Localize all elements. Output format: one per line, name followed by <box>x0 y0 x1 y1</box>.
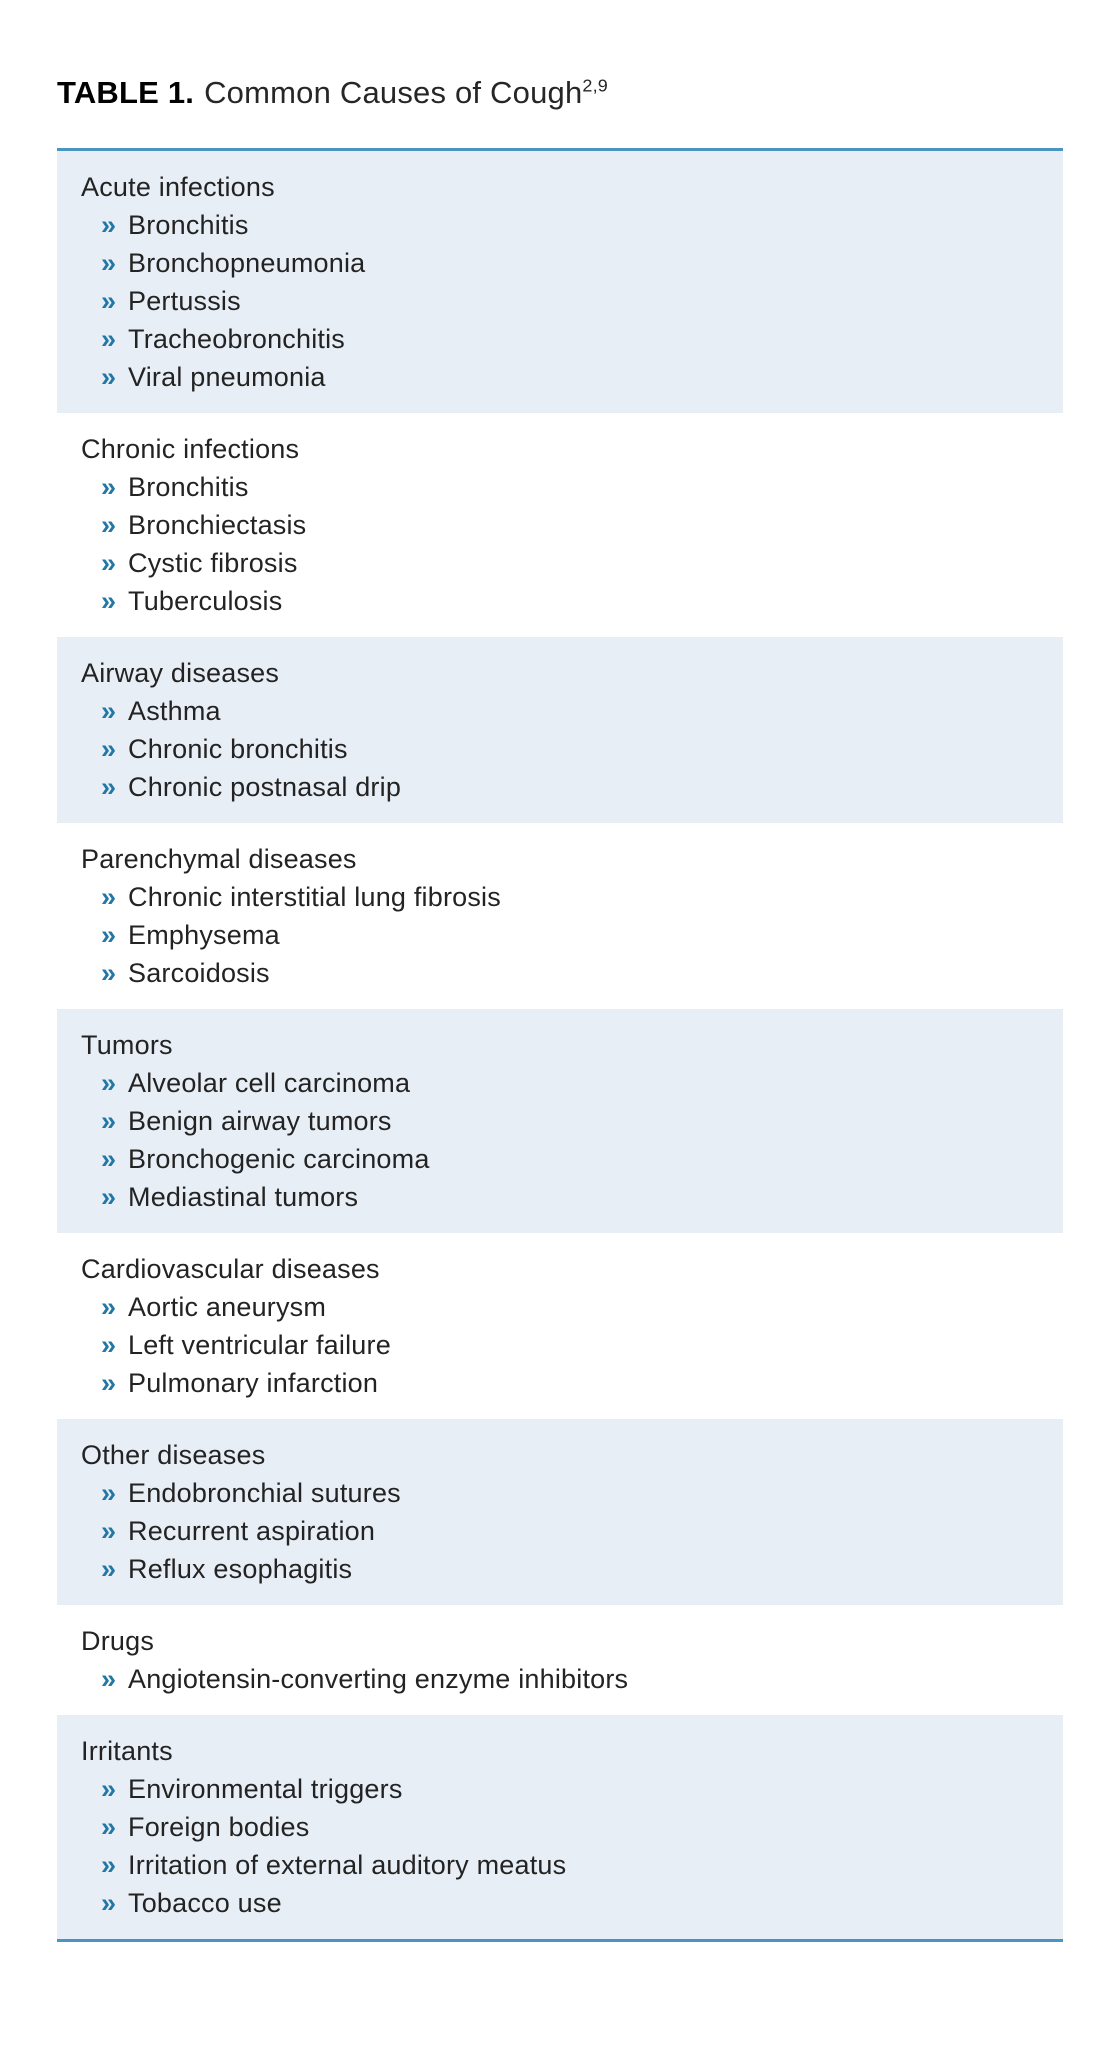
list-item-text: Chronic interstitial lung fibrosis <box>128 882 501 912</box>
section-heading: Drugs <box>81 1626 155 1656</box>
list-item <box>57 1884 1063 1922</box>
chevron-bullet-icon: » <box>101 548 117 578</box>
chevron-bullet-icon: » <box>101 286 117 316</box>
chevron-bullet-icon: » <box>101 696 117 726</box>
list-item-text: Environmental triggers <box>128 1774 403 1804</box>
list-item <box>57 768 1063 806</box>
list-item-text: Benign airway tumors <box>128 1106 392 1136</box>
section-item-list <box>57 1770 1063 1922</box>
section-item-list <box>57 692 1063 806</box>
list-item-text: Emphysema <box>128 920 280 950</box>
list-item-text: Endobronchial sutures <box>128 1478 401 1508</box>
table-section-7 <box>57 1605 1063 1715</box>
chevron-bullet-icon: » <box>101 472 117 502</box>
list-item <box>57 954 1063 992</box>
list-item <box>57 206 1063 244</box>
table-section-8 <box>57 1715 1063 1939</box>
list-item-text: Chronic postnasal drip <box>128 772 402 802</box>
list-item-text: Alveolar cell carcinoma <box>128 1068 411 1098</box>
list-item-text: Aortic aneurysm <box>128 1292 327 1322</box>
list-item <box>57 692 1063 730</box>
section-heading: Chronic infections <box>81 434 300 464</box>
section-heading: Irritants <box>81 1736 173 1766</box>
section-item-list <box>57 468 1063 620</box>
list-item <box>57 1846 1063 1884</box>
list-item <box>57 1064 1063 1102</box>
section-item-list <box>57 206 1063 396</box>
chevron-bullet-icon: » <box>101 772 117 802</box>
list-item <box>57 1364 1063 1402</box>
list-item <box>57 1512 1063 1550</box>
list-item-text: Bronchogenic carcinoma <box>128 1144 430 1174</box>
section-item-list <box>57 1660 1063 1698</box>
list-item <box>57 506 1063 544</box>
chevron-bullet-icon: » <box>101 1292 117 1322</box>
list-item <box>57 582 1063 620</box>
chevron-bullet-icon: » <box>101 1182 117 1212</box>
list-item <box>57 282 1063 320</box>
section-heading: Tumors <box>81 1030 173 1060</box>
chevron-bullet-icon: » <box>101 1478 117 1508</box>
list-item-text: Pulmonary infarction <box>128 1368 379 1398</box>
table-section-1 <box>57 413 1063 637</box>
table-section-6 <box>57 1419 1063 1605</box>
chevron-bullet-icon: » <box>101 1888 117 1918</box>
chevron-bullet-icon: » <box>101 1850 117 1880</box>
list-item <box>57 1808 1063 1846</box>
list-item-text: Angiotensin-converting enzyme inhibitors <box>128 1664 629 1694</box>
chevron-bullet-icon: » <box>101 210 117 240</box>
list-item-text: Asthma <box>128 696 221 726</box>
list-item-text: Bronchitis <box>128 210 249 240</box>
list-item <box>57 244 1063 282</box>
list-item-text: Bronchiectasis <box>128 510 307 540</box>
list-item-text: Mediastinal tumors <box>128 1182 359 1212</box>
list-item-text: Foreign bodies <box>128 1812 310 1842</box>
list-item <box>57 1178 1063 1216</box>
chevron-bullet-icon: » <box>101 1554 117 1584</box>
chevron-bullet-icon: » <box>101 510 117 540</box>
table-section-5 <box>57 1233 1063 1419</box>
list-item-text: Bronchitis <box>128 472 249 502</box>
list-item-text: Chronic bronchitis <box>128 734 348 764</box>
table-section-0 <box>57 151 1063 413</box>
section-item-list <box>57 1288 1063 1402</box>
section-heading: Other diseases <box>81 1440 266 1470</box>
section-item-list <box>57 1064 1063 1216</box>
causes-table <box>57 148 1063 1942</box>
list-item-text: Irritation of external auditory meatus <box>128 1850 567 1880</box>
citation-superscript: 2,9 <box>582 75 608 96</box>
list-item-text: Reflux esophagitis <box>128 1554 353 1584</box>
chevron-bullet-icon: » <box>101 586 117 616</box>
table-section-4 <box>57 1009 1063 1233</box>
chevron-bullet-icon: » <box>101 1664 117 1694</box>
chevron-bullet-icon: » <box>101 324 117 354</box>
list-item <box>57 1474 1063 1512</box>
list-item-text: Left ventricular failure <box>128 1330 391 1360</box>
list-item <box>57 1770 1063 1808</box>
table-section-3 <box>57 823 1063 1009</box>
list-item <box>57 1102 1063 1140</box>
table-title-text: Common Causes of Cough <box>204 75 583 110</box>
chevron-bullet-icon: » <box>101 882 117 912</box>
section-item-list <box>57 878 1063 992</box>
section-heading: Parenchymal diseases <box>81 844 357 874</box>
list-item-text: Tobacco use <box>128 1888 282 1918</box>
table-section-2 <box>57 637 1063 823</box>
list-item-text: Tracheobronchitis <box>128 324 346 354</box>
list-item <box>57 878 1063 916</box>
list-item <box>57 468 1063 506</box>
chevron-bullet-icon: » <box>101 1368 117 1398</box>
table-title <box>57 76 1063 110</box>
list-item <box>57 358 1063 396</box>
list-item <box>57 1288 1063 1326</box>
list-item <box>57 916 1063 954</box>
chevron-bullet-icon: » <box>101 1106 117 1136</box>
list-item <box>57 1140 1063 1178</box>
chevron-bullet-icon: » <box>101 920 117 950</box>
section-item-list <box>57 1474 1063 1588</box>
list-item-text: Pertussis <box>128 286 241 316</box>
list-item-text: Viral pneumonia <box>128 362 326 392</box>
list-item-text: Bronchopneumonia <box>128 248 366 278</box>
chevron-bullet-icon: » <box>101 1812 117 1842</box>
list-item <box>57 320 1063 358</box>
list-item <box>57 1660 1063 1698</box>
list-item <box>57 1326 1063 1364</box>
section-heading: Cardiovascular diseases <box>81 1254 380 1284</box>
list-item-text: Cystic fibrosis <box>128 548 298 578</box>
list-item <box>57 544 1063 582</box>
chevron-bullet-icon: » <box>101 362 117 392</box>
list-item-text: Recurrent aspiration <box>128 1516 376 1546</box>
chevron-bullet-icon: » <box>101 248 117 278</box>
list-item-text: Sarcoidosis <box>128 958 270 988</box>
chevron-bullet-icon: » <box>101 734 117 764</box>
chevron-bullet-icon: » <box>101 1068 117 1098</box>
chevron-bullet-icon: » <box>101 1516 117 1546</box>
chevron-bullet-icon: » <box>101 1330 117 1360</box>
chevron-bullet-icon: » <box>101 1774 117 1804</box>
section-heading: Acute infections <box>81 172 275 202</box>
chevron-bullet-icon: » <box>101 1144 117 1174</box>
list-item <box>57 1550 1063 1588</box>
section-heading: Airway diseases <box>81 658 280 688</box>
table-number-label: TABLE 1. <box>57 75 195 110</box>
list-item-text: Tuberculosis <box>128 586 283 616</box>
list-item <box>57 730 1063 768</box>
chevron-bullet-icon: » <box>101 958 117 988</box>
